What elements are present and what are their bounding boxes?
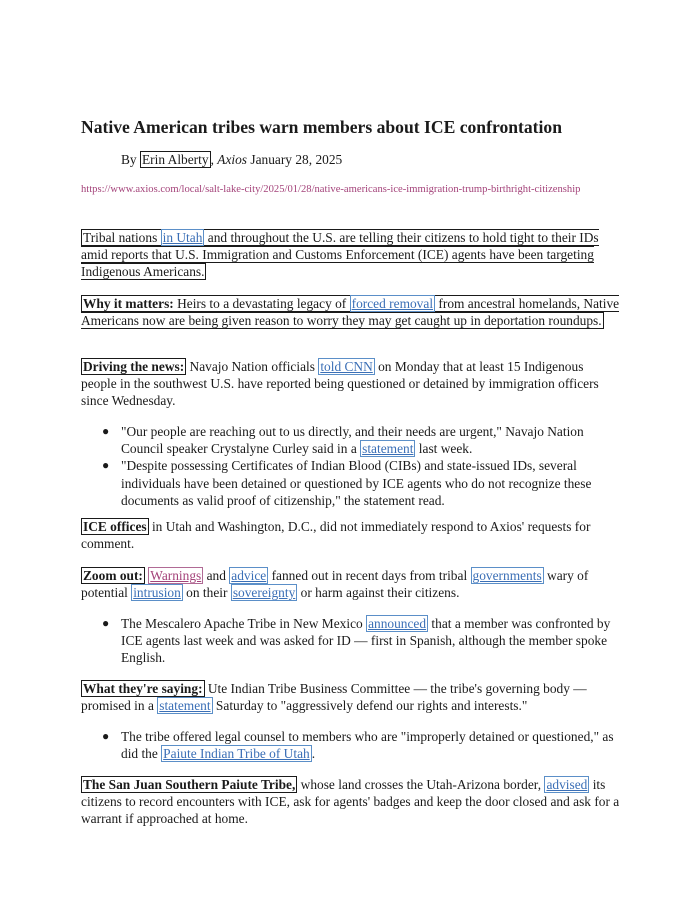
bullet-list-legal-counsel: [102, 728, 621, 762]
bullet-icon: ●: [102, 424, 110, 438]
intrusion-link[interactable]: intrusion: [133, 585, 181, 601]
list-item: [102, 457, 621, 509]
paragraph-what-theyre-saying: [81, 680, 621, 714]
zoom-text-a: fanned out in recent days from tribal: [268, 568, 471, 583]
outlet-name: Axios: [217, 152, 248, 167]
intro-box: [81, 229, 599, 280]
warnings-link[interactable]: Warnings: [150, 568, 202, 583]
saying-text-b: Saturday to "aggressively defend our rights and interests.": [212, 698, 528, 714]
zoom-text-b: wary of potential: [81, 568, 589, 601]
zoom-and: and: [203, 568, 230, 583]
paragraph-zoom-out: [81, 567, 621, 601]
list-item: [102, 728, 621, 762]
bullet-text-a: "Our people are reaching out to us directly, and their needs are urgent," Navajo Nation Council speaker Crystalyne Curley said in a: [121, 424, 584, 457]
paragraph-intro: [81, 229, 621, 281]
forced-removal-link[interactable]: forced removal: [351, 296, 434, 311]
paragraph-driving-news: [81, 358, 621, 410]
announced-link[interactable]: announced: [368, 616, 427, 631]
san-juan-label: The San Juan Southern Paiute Tribe,: [83, 777, 296, 792]
ice-text: in Utah and Washington, D.C., did not immediately respond to Axios' requests for comment.: [81, 519, 591, 552]
byline: [121, 151, 342, 168]
zoom-text-d: or harm against their citizens.: [297, 585, 460, 601]
bullet-list-mescalero: [102, 615, 621, 667]
publish-date: January 28, 2025: [247, 152, 343, 167]
advice-link[interactable]: advice: [231, 568, 267, 583]
list-item: [102, 423, 621, 457]
article-title: Native American tribes warn members about ICE confrontation: [81, 117, 563, 137]
bullet-list-navajo: [102, 423, 621, 509]
driving-news-label: Driving the news:: [83, 359, 185, 374]
byline-sep: ,: [210, 152, 218, 167]
why-text-b: from ancestral homelands, Native Americans now are being given reason to worry they may get caught up in deportation roundups.: [81, 296, 620, 329]
list-item: [102, 615, 621, 667]
governments-link[interactable]: governments: [472, 568, 542, 583]
zoom-text-c: on their: [182, 585, 231, 601]
driving-text-b: on Monday that at least 15 Indigenous people in the southwest U.S. have reported being questioned or detained by immigration officers since Wednesday.: [81, 359, 599, 409]
told-cnn-link[interactable]: told CNN: [320, 359, 373, 374]
bullet-text-a: "Despite possessing Certificates of Indian Blood (CIBs) and state-issued IDs, several individuals have been detained or questioned by ICE agents who do not recognize these documents as valid proof of citizenship," the statement read.: [121, 458, 592, 508]
why-text-a: Heirs to a devastating legacy of: [173, 296, 350, 311]
paragraph-san-juan: [81, 776, 621, 828]
bullet-text-b: last week.: [415, 441, 473, 457]
saying-text-a: Ute Indian Tribe Business Committee — the tribe's governing body — promised in a: [81, 681, 587, 714]
bullet-text-a: The tribe offered legal counsel to members who are "improperly detained or questioned," as did the: [121, 729, 614, 762]
statement-link[interactable]: statement: [362, 441, 414, 457]
zoom-out-label: Zoom out:: [83, 568, 143, 583]
bullet-icon: ●: [102, 458, 110, 473]
paragraph-why-it-matters: [81, 295, 621, 329]
sovereignty-link[interactable]: sovereignty: [232, 585, 296, 601]
bullet-text-b: .: [311, 746, 316, 762]
in-utah-link[interactable]: in Utah: [162, 230, 203, 245]
paiute-tribe-link[interactable]: Paiute Indian Tribe of Utah: [163, 746, 310, 762]
bullet-icon: ●: [102, 729, 110, 743]
bullet-text-a: The Mescalero Apache Tribe in New Mexico: [121, 616, 367, 631]
intro-text-b: and throughout the U.S. are telling their citizens to hold tight to their IDs amid reports that U.S. Immigration and Customs Enforcement (ICE) agents have been targeting Indigenous Americans.: [81, 230, 599, 280]
what-theyre-saying-label: What they're saying:: [83, 681, 203, 696]
bullet-text-b: that a member was confronted by ICE agents last week and was asked for ID — first in Spanish, although the member spoke English.: [121, 616, 611, 666]
advised-link[interactable]: advised: [546, 777, 588, 792]
san-juan-text-b: its citizens to record encounters with ICE, ask for agents' badges and keep the door closed and ask for a warrant if approached at home.: [81, 777, 620, 827]
author-link[interactable]: Erin Alberty: [141, 152, 209, 167]
ice-offices-label: ICE offices: [83, 519, 147, 534]
why-it-matters-label: Why it matters:: [83, 296, 174, 311]
san-juan-text-a: whose land crosses the Utah-Arizona border,: [297, 777, 545, 792]
why-it-matters-label-box: [81, 295, 619, 329]
byline-prefix: By: [121, 152, 140, 167]
paragraph-ice-offices: [81, 518, 621, 552]
ute-statement-link[interactable]: statement: [159, 698, 211, 714]
intro-text-a: Tribal nations: [83, 230, 161, 245]
source-url[interactable]: https://www.axios.com/local/salt-lake-city/2025/01/28/native-americans-ice-immigration-trump-birthright-citizenship: [81, 184, 581, 195]
bullet-icon: ●: [102, 616, 110, 630]
driving-text-a: Navajo Nation officials: [186, 359, 319, 374]
